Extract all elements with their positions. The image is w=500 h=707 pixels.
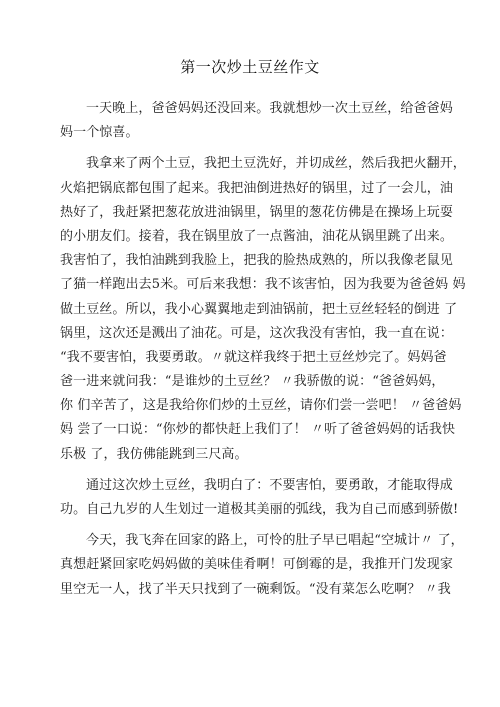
- text-line: 我害怕了，我怕油跳到我脸上，把我的脸热成熟的，所以我像老鼠见: [60, 253, 454, 269]
- text-line: 热好了，我赶紧把葱花放进油锅里，锅里的葱花仿佛是在操场上玩耍: [60, 204, 454, 220]
- document-body: [60, 97, 466, 609]
- text-line: 你 们辛苦了，这是我给你们炒的土豆丝，请你们尝一尝吧！ 〃爸爸妈: [60, 398, 462, 414]
- text-line: 的小朋友们。接着，我在锅里放了一点酱油，油花从锅里跳了出来。: [60, 228, 454, 244]
- text-line: 通过这次炒土豆丝，我明白了：不要害怕，要勇敢，才能取得成: [86, 477, 453, 493]
- text-line: 火焰把锅底都包围了起来。我把油倒进热好的锅里，过了一会儿，油: [60, 180, 454, 196]
- text-line: 了猫一样跑出去5米。可后来我想：我不该害怕，因为我要为爸爸妈 妈: [60, 277, 466, 293]
- text-line: 做土豆丝。所以，我小心翼翼地走到油锅前，把土豆丝轻轻的倒进 了: [60, 301, 458, 317]
- text-line: “我不要害怕，我要勇敢。〃就这样我终于把土豆丝炒完了。妈妈爸: [60, 349, 447, 365]
- paragraph-1: [60, 97, 453, 145]
- paragraph-4: [60, 529, 464, 602]
- text-line: 妈 尝了一口说：“你炒的都快赶上我们了！ 〃听了爸爸妈妈的话我快: [60, 422, 456, 438]
- text-line: 爸一进来就问我：“是谁炒的土豆丝？ 〃我骄傲的说：“爸爸妈妈，: [60, 374, 445, 390]
- text-line: 功。自己九岁的人生划过一道极其美丽的弧线，我为自己而感到骄傲!: [60, 502, 459, 517]
- text-line: 今天，我飞奔在回家的路上，可怜的肚子早已唱起“空城计〃 了，: [86, 533, 464, 549]
- text-line: 里空无一人，找了半天只找到了一碗剩饭。“没有菜怎么吃啊？ 〃我: [60, 581, 451, 597]
- text-line: 锅里，这次还是溅出了油花。可是，这次我没有害怕，我一直在说：: [60, 325, 454, 341]
- text-line: 真想赶紧回家吃妈妈做的美味佳肴啊！可倒霉的是，我推开门发现家: [60, 557, 454, 573]
- text-line: 我拿来了两个土豆，我把土豆洗好，并切成丝，然后我把火翻开，: [86, 156, 466, 172]
- document-title: 第一次炒土豆丝作文: [180, 58, 320, 76]
- text-line: 一天晚上，爸爸妈妈还没回来。我就想炒一次土豆丝，给爸爸妈: [86, 101, 453, 116]
- text-line: 乐极 了，我仿佛能跳到三尺高。: [60, 446, 248, 462]
- paragraph-2: [60, 152, 466, 466]
- text-line: 妈一个惊喜。: [60, 125, 139, 141]
- paragraph-3: [60, 474, 459, 522]
